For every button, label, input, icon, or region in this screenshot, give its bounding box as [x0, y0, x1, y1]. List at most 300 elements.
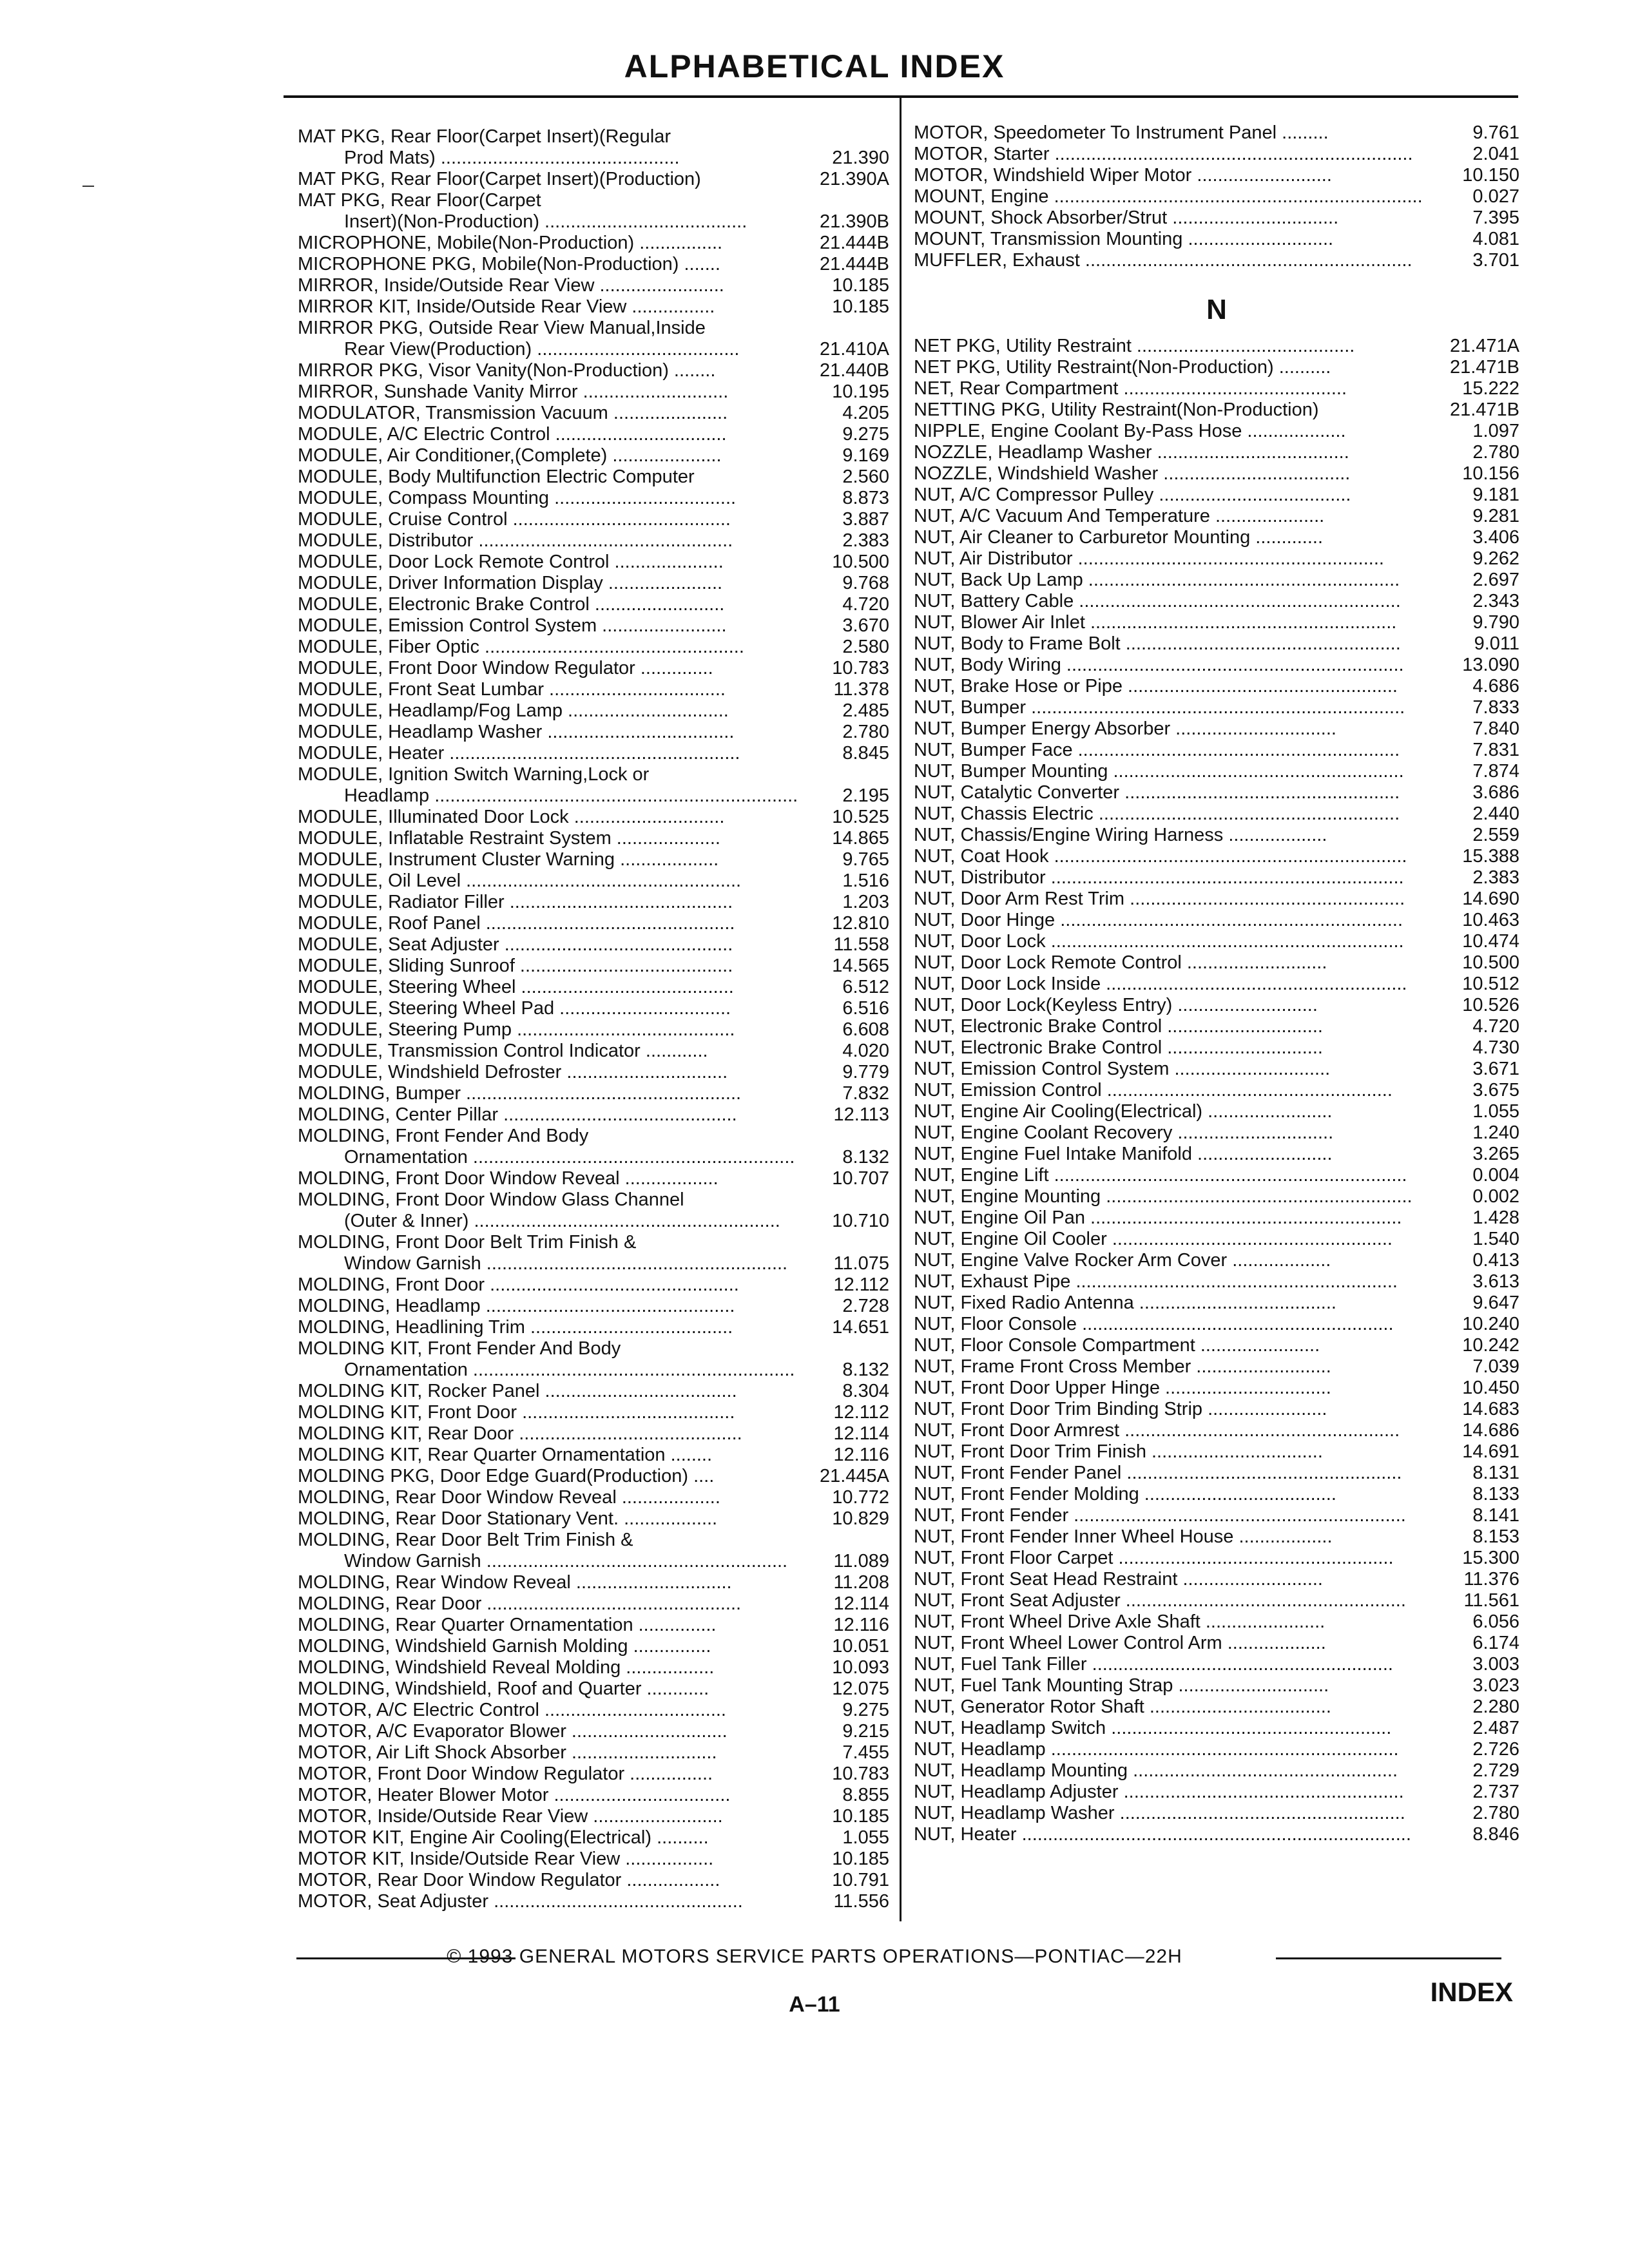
entry-reference: 8.133: [1472, 1484, 1519, 1504]
entry-name: NOZZLE, Headlamp Washer .....................................: [914, 442, 1349, 463]
index-entry: [298, 1168, 889, 1189]
index-entry: [914, 1059, 1519, 1080]
entry-name: MODULE, Distributor .................................................: [298, 530, 733, 551]
entry-name: MODULE, Fiber Optic ..................................................: [298, 637, 744, 657]
entry-name: MOLDING, Rear Window Reveal ..............................: [298, 1572, 732, 1593]
entry-reference: 21.445A: [819, 1466, 889, 1486]
entry-reference: 11.089: [833, 1551, 889, 1571]
index-entry: [914, 1250, 1519, 1271]
entry-name: MOTOR, Windshield Wiper Motor ..........................: [914, 165, 1332, 186]
entry-name: NUT, A/C Vacuum And Temperature .....................: [914, 506, 1325, 526]
entry-reference: 6.174: [1472, 1633, 1519, 1653]
entry-name: MICROPHONE, Mobile(Non-Production) ................: [298, 233, 723, 253]
index-entry: [914, 676, 1519, 697]
index-entry: [298, 573, 889, 594]
entry-reference: 12.116: [833, 1445, 889, 1465]
entry-reference: 6.512: [842, 977, 889, 997]
entry-name: MODULE, Steering Wheel .........................................: [298, 977, 734, 997]
entry-name: NUT, Door Arm Rest Trim .....................................................: [914, 889, 1405, 909]
entry-name: MOLDING, Rear Quarter Ornamentation ...............: [298, 1615, 717, 1635]
index-entry: [914, 1590, 1519, 1611]
index-entry: [298, 1742, 889, 1763]
index-entry: [914, 421, 1519, 442]
entry-name: NUT, Air Distributor ...........................................................: [914, 548, 1384, 569]
entry-name: NUT, Engine Coolant Recovery ..............................: [914, 1122, 1334, 1143]
entry-name: MOLDING, Windshield Garnish Molding ...............: [298, 1636, 711, 1657]
index-entry: [914, 1335, 1519, 1356]
entry-reference: 8.846: [1472, 1824, 1519, 1845]
entry-name: MOLDING, Rear Door .................................................: [298, 1593, 742, 1614]
index-entry: [298, 211, 889, 233]
entry-reference: 10.525: [832, 807, 889, 827]
index-entry: [298, 1508, 889, 1530]
entry-name: NOZZLE, Windshield Washer ....................................: [914, 463, 1351, 484]
entry-name: MOLDING, Rear Door Stationary Vent. ..................: [298, 1508, 718, 1529]
index-entry: [914, 165, 1519, 186]
entry-name: NET PKG, Utility Restraint(Non-Production) ..........: [914, 357, 1331, 378]
entry-name: MOLDING, Headlamp ................................................: [298, 1296, 735, 1316]
entry-name: NUT, Door Lock ....................................................................: [914, 931, 1404, 952]
entry-name: NUT, Back Up Lamp ............................................................: [914, 570, 1400, 590]
entry-name: Ornamentation ..............................................................: [344, 1147, 795, 1168]
index-group-n: [914, 336, 1519, 1845]
entry-reference: 11.556: [833, 1891, 889, 1912]
entry-reference: 6.516: [842, 998, 889, 1019]
entry-name: MODULE, Steering Wheel Pad .................................: [298, 998, 731, 1019]
entry-name: MODULE, Steering Pump ..........................................: [298, 1019, 735, 1040]
entry-reference: 7.395: [1472, 207, 1519, 228]
index-entry: [914, 633, 1519, 655]
entry-name: MOLDING, Windshield Reveal Molding .................: [298, 1657, 715, 1678]
index-entry: [298, 785, 889, 807]
entry-name: MOLDING, Front Fender And Body: [298, 1126, 589, 1146]
entry-reference: 10.707: [832, 1168, 889, 1189]
entry-reference: 11.561: [1463, 1590, 1519, 1611]
entry-name: MODULE, A/C Electric Control .................................: [298, 424, 727, 445]
entry-reference: 1.055: [1472, 1101, 1519, 1122]
entry-reference: 12.810: [832, 913, 889, 934]
entry-name: NUT, Door Lock(Keyless Entry) ...........................: [914, 995, 1318, 1015]
entry-name: NUT, A/C Compressor Pulley .....................................: [914, 485, 1351, 505]
entry-name: MODULE, Emission Control System ........................: [298, 615, 727, 636]
index-entry: [298, 1849, 889, 1870]
index-entry: [298, 1615, 889, 1636]
entry-reference: 4.686: [1472, 676, 1519, 697]
entry-name: MODULATOR, Transmission Vacuum ......................: [298, 403, 728, 423]
entry-name: NUT, Floor Console ............................................................: [914, 1314, 1394, 1334]
page-title: ALPHABETICAL INDEX: [624, 48, 1005, 84]
entry-reference: 8.131: [1472, 1463, 1519, 1483]
entry-reference: 2.780: [1472, 442, 1519, 463]
entry-reference: 10.512: [1462, 974, 1519, 994]
entry-name: MOTOR, A/C Evaporator Blower ..............................: [298, 1721, 728, 1742]
index-entry: [298, 998, 889, 1019]
index-entry: [298, 275, 889, 296]
entry-name: NUT, Electronic Brake Control ..............................: [914, 1016, 1323, 1037]
index-entry: [914, 931, 1519, 952]
entry-reference: 3.265: [1472, 1144, 1519, 1164]
entry-name: NUT, Bumper ........................................................................: [914, 697, 1405, 718]
page-number: A–11: [789, 1992, 840, 2017]
index-entry: [914, 1505, 1519, 1526]
entry-name: NUT, Chassis Electric ..........................................................: [914, 803, 1400, 824]
index-entry: [914, 1122, 1519, 1144]
index-entry: [914, 1186, 1519, 1207]
entry-reference: 2.580: [842, 637, 889, 657]
entry-name: MICROPHONE PKG, Mobile(Non-Production) .......: [298, 254, 720, 274]
index-entry: [298, 1083, 889, 1104]
entry-reference: 2.041: [1472, 144, 1519, 164]
entry-reference: 1.203: [842, 892, 889, 912]
entry-reference: 2.280: [1472, 1696, 1519, 1717]
index-entry: [298, 509, 889, 530]
entry-reference: 7.832: [842, 1083, 889, 1104]
index-entry: [914, 612, 1519, 633]
entry-name: MODULE, Front Seat Lumbar ..................................: [298, 679, 726, 700]
index-entry: [298, 743, 889, 764]
entry-name: MODULE, Windshield Defroster ...............................: [298, 1062, 728, 1082]
entry-name: NUT, Engine Oil Pan ............................................................: [914, 1207, 1402, 1228]
index-entry: [914, 1229, 1519, 1250]
left-index-column: [298, 126, 889, 1912]
entry-name: MOUNT, Shock Absorber/Strut ................................: [914, 207, 1339, 228]
entry-name: MOLDING, Rear Door Window Reveal ...................: [298, 1487, 720, 1508]
index-entry: [298, 381, 889, 403]
index-entry: [914, 1101, 1519, 1122]
entry-reference: 10.185: [832, 1849, 889, 1869]
index-entry: [914, 846, 1519, 867]
entry-name: NUT, Front Seat Head Restraint ...........................: [914, 1569, 1323, 1590]
index-entry: [298, 318, 889, 339]
entry-name: NUT, Headlamp Mounting ...................................................: [914, 1760, 1398, 1781]
entry-name: MOTOR, A/C Electric Control ...................................: [298, 1700, 726, 1720]
entry-name: NUT, Floor Console Compartment .......................: [914, 1335, 1320, 1356]
entry-name: NUT, Door Lock Remote Control ...........................: [914, 952, 1327, 973]
entry-name: MOLDING KIT, Front Door .........................................: [298, 1402, 735, 1423]
index-entry: [298, 403, 889, 424]
index-entry: [298, 764, 889, 785]
entry-reference: 3.023: [1472, 1675, 1519, 1696]
entry-reference: 8.141: [1472, 1505, 1519, 1526]
index-entry: [298, 700, 889, 722]
entry-name: MOTOR KIT, Inside/Outside Rear View .................: [298, 1849, 714, 1869]
entry-reference: 9.647: [1472, 1293, 1519, 1313]
index-entry: [298, 1806, 889, 1827]
index-entry: [298, 466, 889, 488]
index-entry: [298, 1785, 889, 1806]
entry-name: MOLDING KIT, Front Fender And Body: [298, 1338, 621, 1359]
index-entry: [298, 1104, 889, 1126]
index-entry: [298, 1657, 889, 1678]
entry-reference: 15.222: [1462, 378, 1519, 399]
index-entry: [914, 485, 1519, 506]
entry-name: MOTOR, Speedometer To Instrument Panel .........: [914, 122, 1329, 143]
entry-name: MODULE, Air Conditioner,(Complete) .....................: [298, 445, 722, 466]
index-entry: [298, 913, 889, 934]
entry-name: NUT, Bumper Energy Absorber ...............................: [914, 718, 1336, 739]
entry-name: MODULE, Transmission Control Indicator ............: [298, 1041, 708, 1061]
entry-name: MODULE, Headlamp Washer ....................................: [298, 722, 735, 742]
index-entry: [914, 718, 1519, 740]
entry-name: MAT PKG, Rear Floor(Carpet Insert)(Production): [298, 169, 701, 189]
index-entry: [298, 1870, 889, 1891]
entry-reference: 12.112: [833, 1274, 889, 1295]
index-entry: [298, 722, 889, 743]
entry-reference: 8.845: [842, 743, 889, 764]
index-entry: [298, 1019, 889, 1041]
index-entry: [298, 1296, 889, 1317]
entry-name: NUT, Door Hinge ..................................................................: [914, 910, 1403, 930]
index-entry: [914, 1633, 1519, 1654]
entry-name: MOLDING, Front Door ................................................: [298, 1274, 739, 1295]
index-entry: [298, 1402, 889, 1423]
entry-reference: 1.540: [1472, 1229, 1519, 1249]
index-entry: [914, 186, 1519, 207]
index-entry: [914, 1037, 1519, 1059]
entry-name: NUT, Front Door Trim Finish .................................: [914, 1441, 1323, 1462]
entry-name: MIRROR, Sunshade Vanity Mirror ............................: [298, 381, 729, 402]
index-entry: [914, 1016, 1519, 1037]
entry-name: NUT, Engine Air Cooling(Electrical) ........................: [914, 1101, 1333, 1122]
entry-reference: 7.455: [842, 1742, 889, 1763]
entry-name: MODULE, Seat Adjuster ............................................: [298, 934, 733, 955]
index-entry: [914, 1654, 1519, 1675]
index-entry: [914, 229, 1519, 250]
index-entry: [298, 1274, 889, 1296]
index-entry: [914, 1441, 1519, 1463]
entry-reference: 10.195: [832, 381, 889, 402]
entry-reference: 7.039: [1472, 1356, 1519, 1377]
entry-name: Insert)(Non-Production) .......................................: [344, 211, 747, 232]
index-entry: [914, 527, 1519, 548]
entry-name: NUT, Fuel Tank Filler ..........................................................: [914, 1654, 1393, 1675]
entry-reference: 3.686: [1472, 782, 1519, 803]
index-entry: [298, 1423, 889, 1445]
entry-name: MOLDING KIT, Rocker Panel .....................................: [298, 1381, 737, 1401]
index-entry: [298, 1317, 889, 1338]
index-entry: [298, 1721, 889, 1742]
entry-name: NUT, Front Wheel Lower Control Arm ...................: [914, 1633, 1326, 1653]
index-entry: [914, 1484, 1519, 1505]
entry-name: NETTING PKG, Utility Restraint(Non-Production): [914, 399, 1319, 420]
entry-reference: 10.710: [832, 1211, 889, 1231]
entry-reference: 11.378: [833, 679, 889, 700]
entry-reference: 9.275: [842, 1700, 889, 1720]
entry-name: NUT, Engine Mounting ...........................................................: [914, 1186, 1412, 1207]
index-entry: [298, 552, 889, 573]
index-entry: [914, 1144, 1519, 1165]
entry-reference: 3.406: [1472, 527, 1519, 548]
section-letter-n: N: [1206, 294, 1227, 325]
index-entry: [298, 637, 889, 658]
entry-reference: 2.195: [842, 785, 889, 806]
entry-name: NUT, Engine Fuel Intake Manifold ..........................: [914, 1144, 1333, 1164]
entry-name: MOTOR, Rear Door Window Regulator ..................: [298, 1870, 720, 1890]
entry-name: Ornamentation ..............................................................: [344, 1360, 795, 1380]
entry-name: NUT, Front Wheel Drive Axle Shaft .......................: [914, 1611, 1325, 1632]
entry-name: NUT, Catalytic Converter .....................................................: [914, 782, 1400, 803]
entry-reference: 14.651: [832, 1317, 889, 1338]
index-entry: [298, 488, 889, 509]
index-entry: [914, 1739, 1519, 1760]
index-entry: [914, 1271, 1519, 1293]
entry-name: MODULE, Front Door Window Regulator ..............: [298, 658, 713, 678]
index-entry: [298, 1487, 889, 1508]
entry-reference: 9.215: [842, 1721, 889, 1742]
index-entry: [914, 378, 1519, 399]
index-entry: [914, 442, 1519, 463]
entry-reference: 14.683: [1462, 1399, 1519, 1419]
column-divider: [900, 98, 901, 1921]
index-entry: [914, 207, 1519, 229]
entry-name: MODULE, Radiator Filler ...........................................: [298, 892, 733, 912]
entry-name: MODULE, Electronic Brake Control .........................: [298, 594, 725, 615]
index-entry: [298, 1551, 889, 1572]
entry-reference: 2.560: [842, 466, 889, 487]
index-entry: [298, 849, 889, 870]
index-entry: [298, 1700, 889, 1721]
entry-name: NET PKG, Utility Restraint ..........................................: [914, 336, 1355, 356]
index-entry: [298, 1445, 889, 1466]
index-entry: [914, 357, 1519, 378]
entry-reference: 10.156: [1462, 463, 1519, 484]
entry-reference: 10.829: [832, 1508, 889, 1529]
index-entry: [298, 807, 889, 828]
entry-name: NUT, Front Fender Panel .....................................................: [914, 1463, 1402, 1483]
entry-reference: 3.670: [842, 615, 889, 636]
entry-reference: 2.487: [1472, 1718, 1519, 1738]
entry-name: NUT, Distributor ....................................................................: [914, 867, 1404, 888]
index-entry: [914, 995, 1519, 1016]
entry-name: NUT, Heater ...........................................................................: [914, 1824, 1411, 1845]
entry-name: MODULE, Body Multifunction Electric Computer: [298, 466, 695, 487]
entry-name: MOLDING, Rear Door Belt Trim Finish &: [298, 1530, 633, 1550]
entry-reference: 12.116: [833, 1615, 889, 1635]
entry-name: NUT, Front Door Armrest .....................................................: [914, 1420, 1400, 1441]
entry-reference: 4.730: [1472, 1037, 1519, 1058]
entry-name: MOTOR KIT, Engine Air Cooling(Electrical) ..........: [298, 1827, 709, 1848]
right-index-column: [914, 122, 1519, 1845]
entry-reference: 1.055: [842, 1827, 889, 1848]
index-entry: [914, 506, 1519, 527]
entry-reference: 2.737: [1472, 1782, 1519, 1802]
index-entry: [298, 1041, 889, 1062]
entry-reference: 9.275: [842, 424, 889, 445]
entry-reference: 3.613: [1472, 1271, 1519, 1292]
index-group-mo: [914, 122, 1519, 271]
index-entry: [298, 977, 889, 998]
entry-reference: 2.728: [842, 1296, 889, 1316]
entry-name: MOUNT, Transmission Mounting ............................: [914, 229, 1334, 249]
entry-name: MOTOR, Heater Blower Motor ..................................: [298, 1785, 731, 1805]
margin-mark: [82, 186, 94, 187]
entry-name: Prod Mats) ..............................................: [344, 148, 680, 168]
entry-reference: 11.208: [833, 1572, 889, 1593]
index-entry: [914, 463, 1519, 485]
entry-reference: 1.516: [842, 870, 889, 891]
entry-name: NUT, Battery Cable ..............................................................: [914, 591, 1401, 611]
entry-reference: 10.185: [832, 296, 889, 317]
entry-name: NUT, Headlamp Adjuster ......................................................: [914, 1782, 1404, 1802]
index-entry: [298, 1530, 889, 1551]
entry-reference: 2.440: [1472, 803, 1519, 824]
index-entry: [914, 1420, 1519, 1441]
entry-name: MODULE, Roof Panel ................................................: [298, 913, 735, 934]
entry-name: MODULE, Sliding Sunroof .........................................: [298, 956, 733, 976]
entry-name: Rear View(Production) .......................................: [344, 339, 740, 360]
entry-reference: 2.559: [1472, 825, 1519, 845]
entry-reference: 14.691: [1462, 1441, 1519, 1462]
entry-reference: 10.185: [832, 1806, 889, 1827]
entry-name: MOLDING, Windshield, Roof and Quarter ............: [298, 1678, 709, 1699]
entry-reference: 12.075: [832, 1678, 889, 1699]
entry-name: MODULE, Illuminated Door Lock .............................: [298, 807, 725, 827]
entry-reference: 9.779: [842, 1062, 889, 1082]
index-entry: [914, 1080, 1519, 1101]
entry-name: NUT, Body Wiring .................................................................: [914, 655, 1404, 675]
index-entry: [298, 1891, 889, 1912]
index-entry: [298, 1636, 889, 1657]
index-entry: [914, 1463, 1519, 1484]
entry-name: NUT, Emission Control .......................................................: [914, 1080, 1393, 1100]
entry-reference: 9.765: [842, 849, 889, 870]
index-entry: [298, 424, 889, 445]
index-entry: [298, 658, 889, 679]
index-entry: [914, 1378, 1519, 1399]
entry-name: MOLDING, Front Door Belt Trim Finish &: [298, 1232, 637, 1253]
entry-reference: 0.004: [1472, 1165, 1519, 1186]
entry-name: Window Garnish ..........................................................: [344, 1551, 788, 1571]
entry-reference: 10.772: [832, 1487, 889, 1508]
entry-reference: 10.474: [1462, 931, 1519, 952]
entry-name: NUT, Headlamp Washer .......................................................: [914, 1803, 1405, 1823]
entry-reference: 10.093: [832, 1657, 889, 1678]
entry-reference: 3.675: [1472, 1080, 1519, 1100]
entry-name: NUT, Brake Hose or Pipe ....................................................: [914, 676, 1398, 697]
entry-reference: 4.020: [842, 1041, 889, 1061]
index-entry: [298, 956, 889, 977]
entry-reference: 2.485: [842, 700, 889, 721]
entry-reference: 15.388: [1462, 846, 1519, 867]
index-entry: [914, 1165, 1519, 1186]
entry-reference: 2.383: [1472, 867, 1519, 888]
index-entry: [298, 828, 889, 849]
entry-name: MIRROR KIT, Inside/Outside Rear View ................: [298, 296, 715, 317]
entry-reference: 9.790: [1472, 612, 1519, 633]
entry-name: NUT, Headlamp ...................................................................: [914, 1739, 1399, 1760]
entry-reference: 3.701: [1472, 250, 1519, 271]
entry-reference: 9.262: [1472, 548, 1519, 569]
entry-reference: 8.153: [1472, 1526, 1519, 1547]
entry-reference: 21.444B: [819, 254, 889, 274]
index-entry: [298, 1763, 889, 1785]
index-entry: [298, 934, 889, 956]
entry-name: MAT PKG, Rear Floor(Carpet: [298, 190, 541, 211]
entry-name: NUT, Body to Frame Bolt .....................................................: [914, 633, 1401, 654]
entry-reference: 8.132: [842, 1147, 889, 1168]
entry-name: NUT, Front Fender Inner Wheel House ..................: [914, 1526, 1333, 1547]
entry-name: NUT, Headlamp Switch ......................................................: [914, 1718, 1392, 1738]
index-entry: [298, 126, 889, 148]
entry-reference: 21.471A: [1449, 336, 1519, 356]
entry-reference: 9.181: [1472, 485, 1519, 505]
index-entry: [298, 296, 889, 318]
entry-reference: 2.726: [1472, 1739, 1519, 1760]
entry-name: MODULE, Cruise Control ..........................................: [298, 509, 731, 530]
index-entry: [298, 1126, 889, 1147]
index-entry: [298, 870, 889, 892]
entry-name: MOTOR, Seat Adjuster ................................................: [298, 1891, 743, 1912]
